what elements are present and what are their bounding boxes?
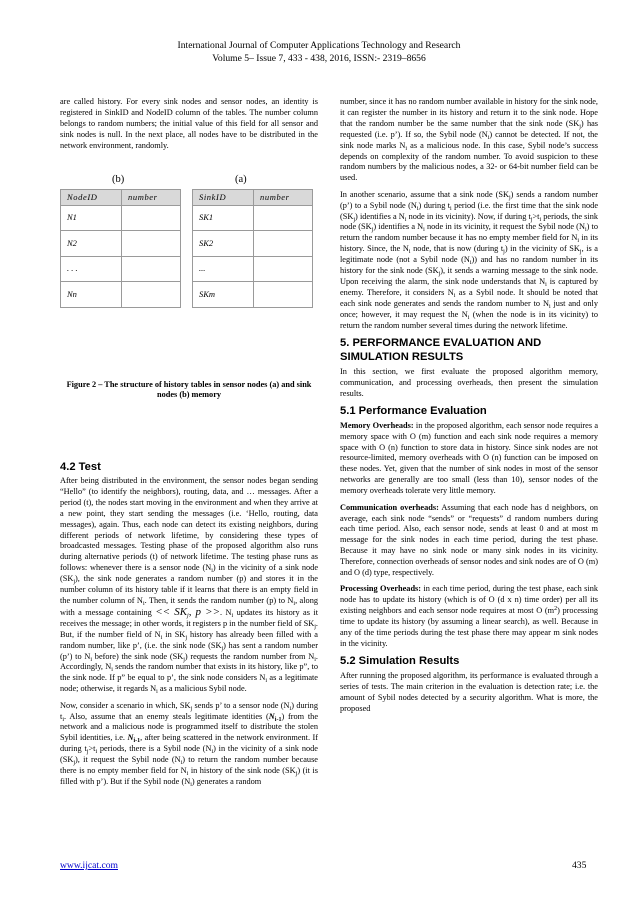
paragraph-test: After being distributed in the environment, the sensor nodes began sending “Hello” (to identify the neighbors), routing, data, and … messages. After a period (t), the nodes start moving in the environment and when they arrive at a new point, they start sending the messages (i.e. ‘Hello, routing, data messages), again. Thus, each node can detect its existing neighbors, during different periods of network lifetime, by considering these types of broadcasted messages. Testing phase of the proposed algorithm also runs during alternative periods (t) of network lifetime. The testing phase runs as follows: whenever there is a sensor node $(N_i)$ in the vicinity of a sink node $(SK_j)$, the sink node generates a random number (p) and stores it in the number column of its history table if it learns that there is an empty field in the number column of $N_i$. Then, it sends the random number (p) to $N_i$, along with a message containing << $SK_j$, p >>. $N_i$ updates its history as it receives the message; in other words, it registers p in the number field of $SK_j$. But, if the number field of $N_i$ in $SK_j$ history has already been filled with a random number, like p’, (i.e. the sink node $(SK_j)$ has sent a random number (p’) to $N_i$ before) the sink node $(SK_j)$ requests the random number from $N_i$. Accordingly, $N_i$ sends the random number that exists in its history, like p”, to the sink node. If p” be equal to p’, the sink node considers $N_i$ as a legitimate node; otherwise, it regards $N_i$ as a malicious Sybil node. <box>60 476 318 696</box>
section-heading-5-2: 5.2 Simulation Results <box>340 655 460 668</box>
header-number: number <box>254 189 313 205</box>
right-column <box>340 97 598 720</box>
table-row <box>61 282 181 308</box>
figure-label-a: (a) <box>235 173 247 185</box>
table-cell: N2 <box>61 231 122 257</box>
left-column <box>60 97 318 793</box>
table-cell <box>254 205 313 231</box>
table-cell <box>254 231 313 257</box>
message-formula: << $SK_j$, p >> <box>155 605 220 619</box>
figure-label-b: (b) <box>112 173 125 185</box>
section-heading-5: 5. PERFORMANCE EVALUATION AND SIMULATION RESULTS <box>340 337 542 363</box>
header-nodeid: NodeID <box>61 189 122 205</box>
table-cell: SK2 <box>193 231 254 257</box>
table-cell <box>122 256 181 282</box>
journal-header <box>0 40 638 65</box>
section-heading-5-1: 5.1 Performance Evaluation <box>340 405 487 418</box>
table-row <box>61 205 181 231</box>
header-sinkid: SinkID <box>193 189 254 205</box>
table-row <box>193 282 313 308</box>
table-header-row <box>61 189 181 205</box>
paragraph-processing: Processing Overheads: in each time period, during the test phase, each sink node has to update its history (which is of O (d x n) time order) per all its existing neighbors and each sensor node requires at most O $(m^2)$ processing time to update its history (by assuming a linear search), as well. Because in any of the time periods during the test phase there may appear m sink nodes in the vicinity. <box>340 584 598 648</box>
table-cell: Nn <box>61 282 122 308</box>
paragraph-communication: Communication overheads: Assuming that each node has d neighbors, on average, each sink node “sends” or “requests” d random numbers during each time period. Also, each sensor node, sends at least 0 and at most m message for the sink nodes in each time period, during the test phase. Because it may have no sink node or many sink nodes in its vicinity. Therefore, connection overheads of sensor nodes and sink nodes are of O (m) and O (d) type, respectively. <box>340 502 598 578</box>
table-cell: SKm <box>193 282 254 308</box>
sink-history-table <box>192 189 313 308</box>
paragraph-intro: are called history. For every sink nodes and sensor nodes, an identity is registered in SinkID and NodeID column of the tables. The number column belongs to random numbers; the initial value of this field for all sensor and sink nodes is null. In the next place, all nodes have to be distributed in the network environment, randomly. <box>60 97 318 150</box>
figure-2 <box>60 175 318 377</box>
paragraph-continuation: number, since it has no random number available in history for the sink node, it can register the number in its history and return it to the sink node. Hope that the random number be the same number that the sink node $(SK_j)$ has requested (i.e. p’). If so, the Sybil node $(N_i)$ cannot be detected. If not, the sink node marks $N_i$ as a malicious node. In this case, Sybil node’s success depends on complexity of the random number. To avoid suspicion to these random numbers by the malicious nodes, a 32- or 64-bit number field can be used. <box>340 97 599 183</box>
table-cell <box>122 282 181 308</box>
table-row <box>193 256 313 282</box>
paragraph-memory: Memory Overheads: in the proposed algorithm, each sensor node requires a memory space with O (m) function and each sink node requires a memory space with O (n) function to store data in history. Since sink nodes are not resource-limited, memory overheads with O (n) function can be imposed on these nodes. Yet, given that the number of sink nodes in most of the sensor networks are generally are too small (less than 10), sensor nodes of the memory overheads tolerate very little memory. <box>340 420 598 496</box>
table-cell: N1 <box>61 205 122 231</box>
table-cell <box>122 205 181 231</box>
journal-volume: Volume 5– Issue 7, 433 - 438, 2016, ISSN:- 2319–8656 <box>212 52 426 64</box>
table-row <box>61 256 181 282</box>
paragraph-section-5: In this section, we first evaluate the proposed algorithm memory, communication, and processing overheads, then present the simulation results. <box>340 367 598 398</box>
table-cell: . . . <box>61 256 122 282</box>
figure-caption: Figure 2 – The structure of history tables in sensor nodes (a) and sink nodes (b) memory <box>66 379 312 400</box>
table-header-row <box>193 189 313 205</box>
journal-title: International Journal of Computer Applications Technology and Research <box>177 40 461 51</box>
table-row <box>61 231 181 257</box>
paragraph-scenario: Now, consider a scenario in which, $SK_j$ sends p’ to a sensor node $(N_i)$ during $t_i$. Also, assume that an enemy steals legitimate identities $(N_{i-1})$ from the network and a malicious node is programmed itself to distribute the stolen Sybil identities, i.e. $N_{i-1}$, after being scattered in the network environment. If during $t_j>t_i$ periods, there is a Sybil node $(N_i)$ in the vicinity of a sink node $(SK_j)$, it request the Sybil node $(N_i)$ to return the random number because there is no empty member field for $N_i$ in history of the sink node $(SK_j)$ (it is filled with p’). But if the Sybil node $(N_i)$ generates a random <box>60 700 319 788</box>
journal-website-link[interactable]: www.ijcat.com <box>60 860 118 871</box>
table-cell <box>122 231 181 257</box>
paragraph-simulation: After running the proposed algorithm, its performance is evaluated through a series of tests. The main criterion in the evaluation is detection rate; i.e. the amount of Sybil nodes detected by a security algorithm. What is more, the proposed <box>340 670 598 713</box>
header-number: number <box>122 189 181 205</box>
table-cell: SK1 <box>193 205 254 231</box>
table-row <box>193 205 313 231</box>
page-number: 435 <box>572 860 587 871</box>
table-cell: ... <box>193 256 254 282</box>
table-row <box>193 231 313 257</box>
paragraph-scenario-2: In another scenario, assume that a sink node $(SK_j)$ sends a random number (p’) to a Sybil node $(N_i)$ during $t_i$ period (i.e. the first time that the sink node $(SK_j)$ identifies a $N_i$ node in its vicinity). Now, if during $t_j>t_i$ periods, the sink node $(SK_j)$ identifies a $N_i$ node in its vicinity, it request the Sybil node $(N_i)$ to return the random number because it has no empty member field for $N_i$ in its history. Since, the $N_i$ node, that is now (during $t_j$) in the vicinity of $SK_j$, is a legitimate node (not a Sybil node $(N_i)$) and has no random number in its history for the sink node $(SK_j)$, it sends a warning message to the sink node. Upon receiving the alarm, the sink node understands that $N_i$ is captured by enemy. Therefore, it considers $N_i$ as a Sybil node. It should be noted that each sink node generates and sends the random number to $N_i$ just and only once; however, it may request the $N_i$ (when the node is in its vicinity) to return the random number several times during the network lifetime. <box>340 189 599 330</box>
sensor-history-table <box>60 189 181 308</box>
table-cell <box>254 256 313 282</box>
table-cell <box>254 282 313 308</box>
section-heading-4-2: 4.2 Test <box>60 460 101 473</box>
